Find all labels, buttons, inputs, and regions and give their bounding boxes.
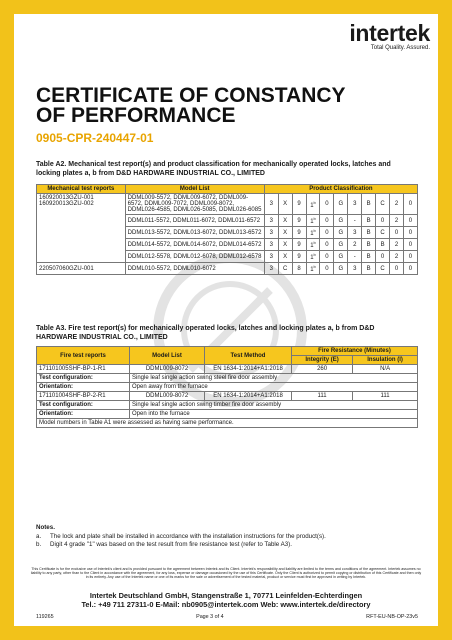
classification-digit: C <box>376 263 390 275</box>
cell-config: Single leaf single action swing steel fire door assembly <box>130 374 418 383</box>
classification-digit: 3 <box>264 215 278 227</box>
table-row <box>37 194 418 215</box>
page-title <box>36 86 416 126</box>
classification-digit: X <box>278 251 292 263</box>
classification-digit: 0 <box>403 227 417 239</box>
cell-config: Single leaf single action swing timber fire door assembly <box>130 401 418 410</box>
classification-digit: B <box>362 251 376 263</box>
table-row <box>37 419 418 428</box>
table-row <box>37 410 418 419</box>
classification-digit: 1$^b$ <box>306 194 320 215</box>
classification-digit: 9 <box>292 194 306 215</box>
col-integrity: Integrity (E) <box>292 356 353 365</box>
footer-company: Intertek Deutschland GmbH, Stangenstraße 1, 70771 Leinfelden-Echterdingen <box>89 591 363 600</box>
footer-right-code: RFT-EU-NB-OP-23v5 <box>366 614 418 620</box>
note-b-text: Digit 4 grade "1" was based on the test result from fire resistance test (refer to Table A3). <box>50 541 292 548</box>
title-line-1: CERTIFICATE OF CONSTANCY <box>36 84 346 107</box>
classification-digit: 3 <box>264 251 278 263</box>
note-a-text: The lock and plate shall be installed in accordance with the installation instructions for the product(s). <box>50 532 326 540</box>
classification-digit: 9 <box>292 215 306 227</box>
classification-digit: 0 <box>376 215 390 227</box>
classification-digit: B <box>376 239 390 251</box>
note-b <box>36 541 416 550</box>
col-test-method: Test Method <box>205 347 292 365</box>
col-insulation: Insulation (I) <box>353 356 418 365</box>
classification-digit: 0 <box>320 215 334 227</box>
note-a <box>36 533 416 542</box>
classification-digit: X <box>278 194 292 215</box>
certificate-number: 0905-CPR-240447-01 <box>36 131 154 145</box>
classification-digit: 0 <box>403 194 417 215</box>
classification-digit: 2 <box>390 194 404 215</box>
classification-digit: X <box>278 227 292 239</box>
table-a2 <box>36 184 418 275</box>
classification-digit: 0 <box>376 251 390 263</box>
classification-digit: 9 <box>292 239 306 251</box>
cell-model: DDML009-8072 <box>130 392 205 401</box>
classification-digit: G <box>334 215 348 227</box>
notes-section <box>36 524 416 550</box>
cell-config-label: Test configuration: <box>37 374 130 383</box>
cell-integrity: 260 <box>292 365 353 374</box>
cell-model: DDML009-8072 <box>130 365 205 374</box>
classification-digit: C <box>278 263 292 275</box>
col-fire-reports: Fire test reports <box>37 347 130 365</box>
classification-digit: C <box>376 194 390 215</box>
cell-models: DDML013-5572, DDML013-6072, DDML013-6572 <box>125 227 264 239</box>
classification-digit: 0 <box>390 227 404 239</box>
table-row <box>37 392 418 401</box>
cell-models: DDML009-5572, DDML009-6072, DDML009-6572, DDML009-7072, DDML009-8072, DDML026-4585, DDML026-5085, DDML026-6085 <box>125 194 264 215</box>
classification-digit: - <box>348 251 362 263</box>
table-a2-heading: Table A2. Mechanical test report(s) and product classification for mechanically operated locks, latches and locking plates a, b from D&D HARDWARE INDUSTRIAL CO., LIMITED <box>36 161 391 177</box>
classification-digit: 0 <box>403 251 417 263</box>
cell-models: DDML010-5572, DDML010-6072 <box>125 263 264 275</box>
classification-digit: 2 <box>390 215 404 227</box>
col-model-list: Model List <box>125 185 264 194</box>
notes-title: Notes. <box>36 524 55 531</box>
classification-digit: 1$^b$ <box>306 263 320 275</box>
classification-digit: 0 <box>320 263 334 275</box>
classification-digit: 0 <box>403 263 417 275</box>
cell-report: 220507060GZU-001 <box>37 263 126 275</box>
classification-digit: 3 <box>264 194 278 215</box>
footer-legal: This Certificate is for the exclusive use of Intertek's client and is provided pursuant to the agreement between Intertek and its Client. Intertek's responsibility and liability are limited to the terms and conditions of the agreement. Intertek assumes no liability to any party, other than to the Client in accordance with the agreement, for any loss, expense or damage occasioned by the use of this Certificate. Only the Client is authorized to permit copying or distribution of this Certificate and then only in its entirety. Any use of the Intertek name or one of its marks for the sale or advertisement of the tested material, product or service must first be approved in writing by Intertek. <box>30 567 422 580</box>
classification-digit: 0 <box>403 239 417 251</box>
classification-digit: C <box>376 227 390 239</box>
classification-digit: G <box>334 263 348 275</box>
classification-digit: X <box>278 239 292 251</box>
classification-digit: B <box>362 239 376 251</box>
col-fire-resistance: Fire Resistance (Minutes) <box>292 347 418 356</box>
cell-orientation: Open into the furnace <box>130 410 418 419</box>
footer-address <box>0 591 452 609</box>
cell-config-label: Test configuration: <box>37 401 130 410</box>
classification-digit: 1$^b$ <box>306 251 320 263</box>
table-a3-heading: Table A3. Fire test report(s) for mechanically operated locks, latches and locking plates a, b from D&D HARDWARE INDUSTRIAL CO., LIMITED <box>36 325 375 341</box>
table-row <box>37 263 418 275</box>
logo-wordmark: intertek <box>349 20 430 46</box>
cell-orientation-label: Orientation: <box>37 410 130 419</box>
footer-left-code: 119265 <box>36 614 54 620</box>
classification-digit: G <box>334 251 348 263</box>
classification-digit: 3 <box>264 227 278 239</box>
classification-digit: 3 <box>264 263 278 275</box>
classification-digit: 0 <box>320 194 334 215</box>
title-line-2: OF PERFORMANCE <box>36 104 236 127</box>
classification-digit: 8 <box>292 263 306 275</box>
classification-digit: 3 <box>348 227 362 239</box>
classification-digit: G <box>334 227 348 239</box>
table-row <box>37 374 418 383</box>
cell-report: 171101005SHF-BP-1-R1 <box>37 365 130 374</box>
classification-digit: B <box>362 215 376 227</box>
intertek-logo <box>349 20 430 51</box>
classification-digit: 1$^b$ <box>306 215 320 227</box>
classification-digit: 0 <box>320 251 334 263</box>
cell-method: EN 1634-1:2014+A1:2018 <box>205 392 292 401</box>
classification-digit: B <box>362 194 376 215</box>
cell-models: DDML011-5572, DDML011-6072, DDML011-6572 <box>125 215 264 227</box>
classification-digit: 3 <box>264 239 278 251</box>
classification-digit: 0 <box>320 227 334 239</box>
classification-digit: B <box>362 227 376 239</box>
cell-method: EN 1634-1:2014+A1:2018 <box>205 365 292 374</box>
cell-report: 160920013GZU-001 160920013GZU-002 <box>37 194 126 263</box>
cell-models: DDML014-5572, DDML014-6072, DDML014-6572 <box>125 239 264 251</box>
classification-digit: 9 <box>292 251 306 263</box>
cell-models: DDML012-5578, DDML012-6078, DDML012-6578 <box>125 251 264 263</box>
cell-orientation: Open away from the furnace <box>130 383 418 392</box>
cell-report: 171101004SHF-BP-2-R1 <box>37 392 130 401</box>
classification-digit: 0 <box>390 263 404 275</box>
col-product-classification: Product Classification <box>264 185 417 194</box>
table-row <box>37 383 418 392</box>
note-b-key: b. <box>36 541 42 548</box>
classification-digit: 1$^b$ <box>306 227 320 239</box>
cell-insulation: N/A <box>353 365 418 374</box>
footer-meta <box>36 614 418 620</box>
classification-digit: 1$^b$ <box>306 239 320 251</box>
classification-digit: X <box>278 215 292 227</box>
classification-digit: G <box>334 239 348 251</box>
classification-digit: 2 <box>390 239 404 251</box>
page-number: Page 3 of 4 <box>196 614 224 620</box>
footer-contact: Tel.: +49 711 27311-0 E-Mail: nb0905@intertek.com Web: www.intertek.de/directory <box>81 600 371 609</box>
classification-digit: 9 <box>292 227 306 239</box>
table-row <box>37 365 418 374</box>
table-row <box>37 401 418 410</box>
cell-orientation-label: Orientation: <box>37 383 130 392</box>
table-a3 <box>36 346 418 428</box>
classification-digit: 3 <box>348 194 362 215</box>
classification-digit: 2 <box>390 251 404 263</box>
logo-tagline: Total Quality. Assured. <box>370 45 430 51</box>
classification-digit: - <box>348 215 362 227</box>
col-fire-models: Model List <box>130 347 205 365</box>
classification-digit: G <box>334 194 348 215</box>
cell-integrity: 111 <box>292 392 353 401</box>
cell-note: Model numbers in Table A1 were assessed as having same performance. <box>37 419 418 428</box>
classification-digit: 2 <box>348 239 362 251</box>
cell-insulation: 111 <box>353 392 418 401</box>
note-a-key: a. <box>36 532 42 540</box>
col-mech-reports: Mechanical test reports <box>37 185 126 194</box>
classification-digit: 3 <box>348 263 362 275</box>
classification-digit: 0 <box>403 215 417 227</box>
classification-digit: B <box>362 263 376 275</box>
classification-digit: 0 <box>320 239 334 251</box>
